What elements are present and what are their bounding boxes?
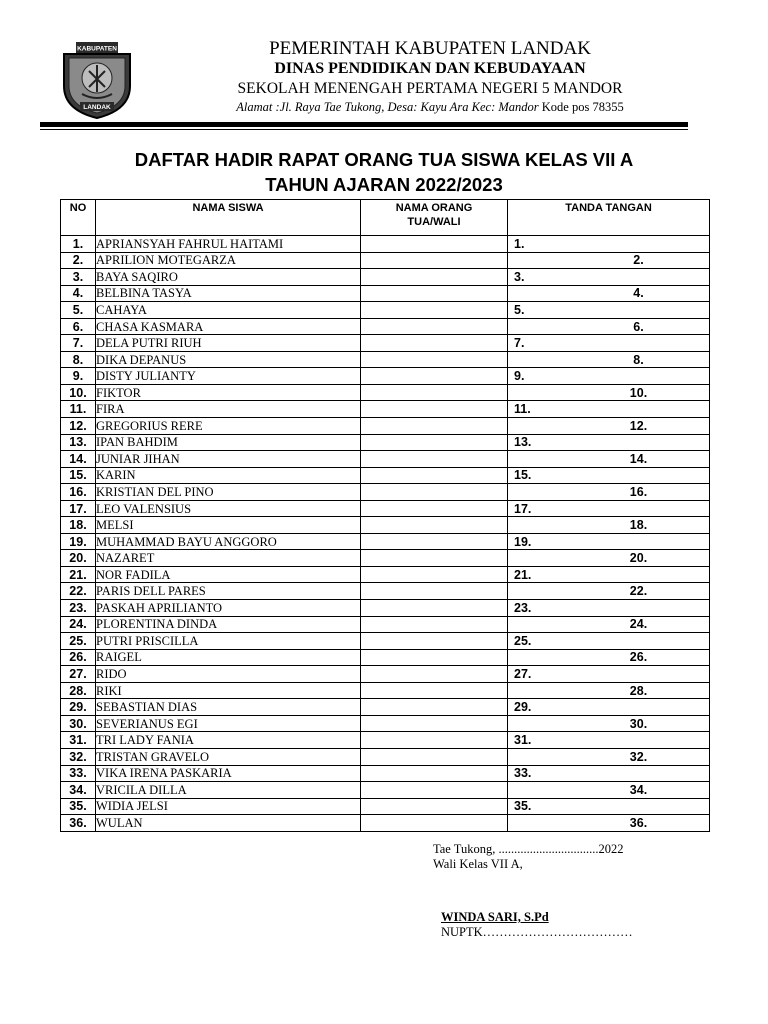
parent-name-cell [361, 418, 508, 435]
signature-cell: 6. [508, 318, 710, 335]
table-row [61, 517, 710, 534]
signature-cell: 1. [508, 236, 710, 253]
table-row [61, 252, 710, 269]
signature-cell: 32. [508, 748, 710, 765]
student-name: MUHAMMAD BAYU ANGGORO [96, 533, 361, 550]
table-row [61, 434, 710, 451]
student-name: CHASA KASMARA [96, 318, 361, 335]
table-row [61, 682, 710, 699]
student-name: KRISTIAN DEL PINO [96, 484, 361, 501]
emblem-top-text: KABUPATEN [77, 45, 117, 53]
signature-cell: 14. [508, 451, 710, 468]
signature-cell: 15. [508, 467, 710, 484]
parent-name-cell [361, 434, 508, 451]
attendance-table [60, 199, 710, 832]
student-name: NOR FADILA [96, 566, 361, 583]
table-row [61, 368, 710, 385]
signature-cell: 30. [508, 715, 710, 732]
row-number: 36. [61, 815, 96, 832]
signature-cell: 28. [508, 682, 710, 699]
parent-name-cell [361, 335, 508, 352]
student-name: SEVERIANUS EGI [96, 715, 361, 732]
table-row [61, 649, 710, 666]
table-row [61, 269, 710, 286]
table-row [61, 533, 710, 550]
header-no: NO [61, 200, 96, 236]
parent-name-cell [361, 517, 508, 534]
student-name: APRIANSYAH FAHRUL HAITAMI [96, 236, 361, 253]
student-name: CAHAYA [96, 302, 361, 319]
table-row [61, 765, 710, 782]
parent-name-cell [361, 715, 508, 732]
student-name: LEO VALENSIUS [96, 500, 361, 517]
table-row [61, 451, 710, 468]
table-row [61, 600, 710, 617]
signature-cell: 3. [508, 269, 710, 286]
row-number: 1. [61, 236, 96, 253]
signature-cell: 26. [508, 649, 710, 666]
parent-name-cell [361, 616, 508, 633]
header-address [150, 100, 710, 115]
row-number: 13. [61, 434, 96, 451]
parent-name-cell [361, 236, 508, 253]
signature-cell: 36. [508, 815, 710, 832]
parent-name-cell [361, 583, 508, 600]
signer-nuptk: NUPTK……………………………… [441, 925, 633, 939]
signature-cell: 20. [508, 550, 710, 567]
row-number: 20. [61, 550, 96, 567]
signature-cell: 31. [508, 732, 710, 749]
row-number: 34. [61, 782, 96, 799]
row-number: 28. [61, 682, 96, 699]
table-row [61, 715, 710, 732]
row-number: 25. [61, 633, 96, 650]
parent-name-cell [361, 451, 508, 468]
row-number: 4. [61, 285, 96, 302]
row-number: 33. [61, 765, 96, 782]
table-row [61, 666, 710, 683]
row-number: 3. [61, 269, 96, 286]
signature-cell: 25. [508, 633, 710, 650]
table-row [61, 633, 710, 650]
table-row [61, 236, 710, 253]
student-name: SEBASTIAN DIAS [96, 699, 361, 716]
student-name: TRI LADY FANIA [96, 732, 361, 749]
signature-cell: 4. [508, 285, 710, 302]
student-name: MELSI [96, 517, 361, 534]
table-row [61, 699, 710, 716]
student-name: PASKAH APRILIANTO [96, 600, 361, 617]
table-row [61, 748, 710, 765]
header-student-name: NAMA SISWA [96, 200, 361, 236]
postal-code-text: Kode pos 78355 [538, 100, 624, 114]
row-number: 5. [61, 302, 96, 319]
student-name: FIKTOR [96, 384, 361, 401]
signature-cell: 23. [508, 600, 710, 617]
table-row [61, 550, 710, 567]
row-number: 12. [61, 418, 96, 435]
student-name: NAZARET [96, 550, 361, 567]
parent-name-cell [361, 384, 508, 401]
parent-name-cell [361, 633, 508, 650]
table-row [61, 401, 710, 418]
student-name: APRILION MOTEGARZA [96, 252, 361, 269]
parent-name-cell [361, 252, 508, 269]
student-name: WIDIA JELSI [96, 798, 361, 815]
parent-name-cell [361, 600, 508, 617]
parent-name-cell [361, 269, 508, 286]
row-number: 19. [61, 533, 96, 550]
student-name: GREGORIUS RERE [96, 418, 361, 435]
signature-cell: 34. [508, 782, 710, 799]
signature-cell: 12. [508, 418, 710, 435]
signature-cell: 13. [508, 434, 710, 451]
signature-cell: 19. [508, 533, 710, 550]
table-row [61, 782, 710, 799]
header-school-name: SEKOLAH MENENGAH PERTAMA NEGERI 5 MANDOR [237, 80, 623, 97]
student-name: PARIS DELL PARES [96, 583, 361, 600]
letterhead-rule-thick [40, 122, 688, 127]
signature-cell: 7. [508, 335, 710, 352]
table-row [61, 566, 710, 583]
row-number: 10. [61, 384, 96, 401]
row-number: 11. [61, 401, 96, 418]
row-number: 22. [61, 583, 96, 600]
signature-cell: 27. [508, 666, 710, 683]
student-name: RIKI [96, 682, 361, 699]
parent-name-cell [361, 782, 508, 799]
row-number: 35. [61, 798, 96, 815]
parent-name-cell [361, 484, 508, 501]
row-number: 23. [61, 600, 96, 617]
parent-name-cell [361, 285, 508, 302]
row-number: 21. [61, 566, 96, 583]
signature-cell: 24. [508, 616, 710, 633]
document-title: DAFTAR HADIR RAPAT ORANG TUA SISWA KELAS VII A [134, 149, 634, 170]
table-header-row [61, 200, 710, 236]
signer-role: Wali Kelas VII A, [433, 857, 523, 871]
parent-name-cell [361, 566, 508, 583]
table-row [61, 467, 710, 484]
student-name: JUNIAR JIHAN [96, 451, 361, 468]
signature-cell: 5. [508, 302, 710, 319]
document-subtitle: TAHUN AJARAN 2022/2023 [265, 174, 503, 195]
row-number: 8. [61, 351, 96, 368]
row-number: 26. [61, 649, 96, 666]
row-number: 17. [61, 500, 96, 517]
row-number: 7. [61, 335, 96, 352]
row-number: 15. [61, 467, 96, 484]
parent-name-cell [361, 649, 508, 666]
signature-cell: 17. [508, 500, 710, 517]
row-number: 2. [61, 252, 96, 269]
table-row [61, 815, 710, 832]
student-name: WULAN [96, 815, 361, 832]
parent-name-cell [361, 401, 508, 418]
parent-name-cell [361, 699, 508, 716]
table-row [61, 732, 710, 749]
row-number: 29. [61, 699, 96, 716]
parent-name-cell [361, 798, 508, 815]
signature-cell: 10. [508, 384, 710, 401]
student-name: BAYA SAQIRO [96, 269, 361, 286]
table-row [61, 318, 710, 335]
parent-name-cell [361, 732, 508, 749]
header-department-name: DINAS PENDIDIKAN DAN KEBUDAYAAN [274, 60, 586, 77]
signature-cell: 9. [508, 368, 710, 385]
student-name: IPAN BAHDIM [96, 434, 361, 451]
emblem-bottom-text: LANDAK [83, 104, 111, 111]
table-row [61, 484, 710, 501]
row-number: 24. [61, 616, 96, 633]
table-row [61, 418, 710, 435]
student-name: VRICILA DILLA [96, 782, 361, 799]
row-number: 16. [61, 484, 96, 501]
table-row [61, 583, 710, 600]
parent-name-cell [361, 550, 508, 567]
row-number: 14. [61, 451, 96, 468]
table-row [61, 616, 710, 633]
signature-cell: 16. [508, 484, 710, 501]
signature-cell: 22. [508, 583, 710, 600]
table-row [61, 798, 710, 815]
table-row [61, 285, 710, 302]
address-text: Alamat :Jl. Raya Tae Tukong, Desa: Kayu Ara Kec: Mandor [236, 100, 539, 114]
student-name: DIKA DEPANUS [96, 351, 361, 368]
student-name: RIDO [96, 666, 361, 683]
student-name: PLORENTINA DINDA [96, 616, 361, 633]
parent-name-cell [361, 467, 508, 484]
signature-cell: 8. [508, 351, 710, 368]
row-number: 27. [61, 666, 96, 683]
row-number: 31. [61, 732, 96, 749]
signature-cell: 18. [508, 517, 710, 534]
header-government-name: PEMERINTAH KABUPATEN LANDAK [269, 38, 591, 59]
row-number: 6. [61, 318, 96, 335]
parent-name-cell [361, 351, 508, 368]
table-row [61, 302, 710, 319]
parent-name-cell [361, 533, 508, 550]
student-name: FIRA [96, 401, 361, 418]
parent-name-cell [361, 765, 508, 782]
table-row [61, 335, 710, 352]
header-parent-line2: TUA/WALI [407, 216, 461, 228]
parent-name-cell [361, 748, 508, 765]
signature-cell: 21. [508, 566, 710, 583]
row-number: 30. [61, 715, 96, 732]
table-row [61, 500, 710, 517]
signature-cell: 33. [508, 765, 710, 782]
signature-cell: 35. [508, 798, 710, 815]
student-name: PUTRI PRISCILLA [96, 633, 361, 650]
letterhead-rule-thin [40, 129, 688, 130]
parent-name-cell [361, 666, 508, 683]
student-name: TRISTAN GRAVELO [96, 748, 361, 765]
parent-name-cell [361, 302, 508, 319]
parent-name-cell [361, 682, 508, 699]
parent-name-cell [361, 815, 508, 832]
signature-cell: 11. [508, 401, 710, 418]
student-name: RAIGEL [96, 649, 361, 666]
signer-name: WINDA SARI, S.Pd [441, 910, 549, 924]
row-number: 32. [61, 748, 96, 765]
table-row [61, 384, 710, 401]
place-date: Tae Tukong, ................................2022 [433, 842, 624, 856]
student-name: KARIN [96, 467, 361, 484]
student-name: DISTY JULIANTY [96, 368, 361, 385]
header-signature: TANDA TANGAN [508, 200, 710, 236]
parent-name-cell [361, 500, 508, 517]
student-name: VIKA IRENA PASKARIA [96, 765, 361, 782]
signature-cell: 2. [508, 252, 710, 269]
signature-cell: 29. [508, 699, 710, 716]
table-row [61, 351, 710, 368]
header-parent-name [361, 200, 508, 236]
header-parent-line1: NAMA ORANG [395, 202, 473, 214]
row-number: 18. [61, 517, 96, 534]
parent-name-cell [361, 368, 508, 385]
kabupaten-landak-emblem-icon [58, 38, 136, 120]
row-number: 9. [61, 368, 96, 385]
student-name: DELA PUTRI RIUH [96, 335, 361, 352]
student-name: BELBINA TASYA [96, 285, 361, 302]
parent-name-cell [361, 318, 508, 335]
